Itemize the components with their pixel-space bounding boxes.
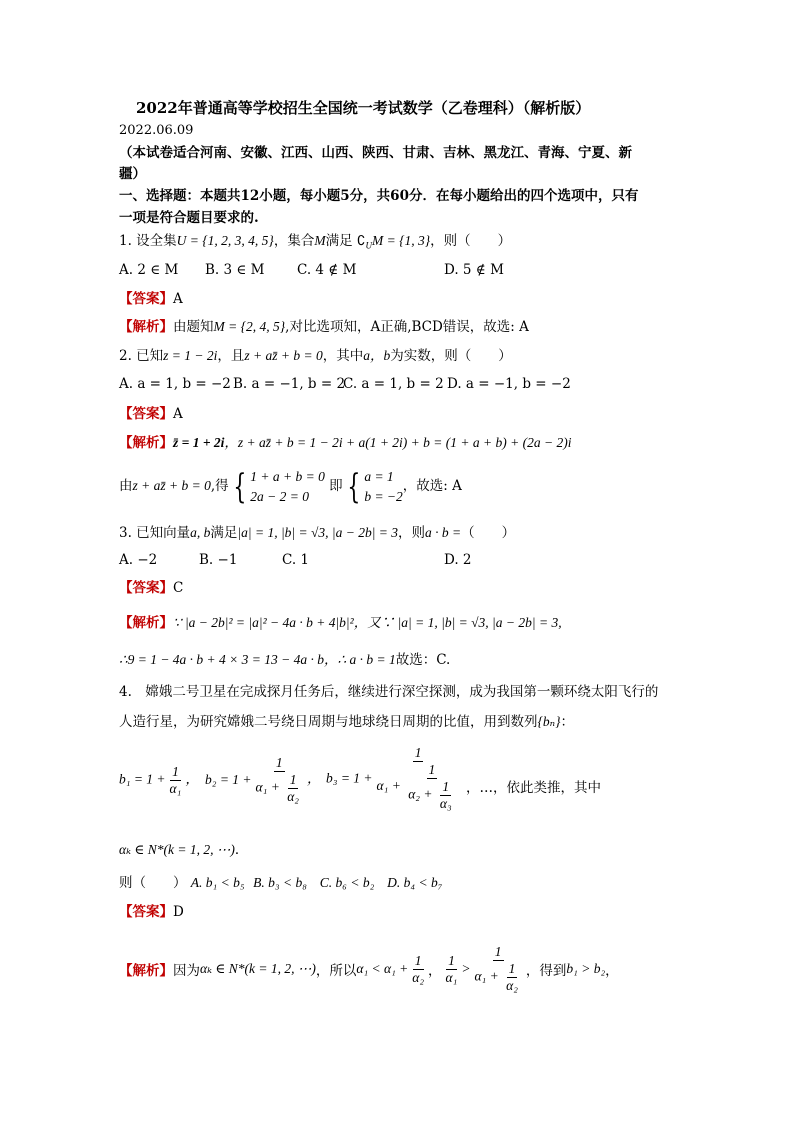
q4-b1: [119, 764, 199, 797]
analysis-label: 【解析】: [119, 615, 173, 631]
q2-option-b: B. a = −1, b = 2: [233, 376, 346, 392]
q3-dot: a · b =: [425, 525, 462, 540]
q1-analysis: [119, 317, 529, 337]
q4-rhs-fraction: [472, 944, 523, 994]
q2-analysis-expression: ，z + az̄ + b = 1 − 2i + a(1 + 2i) + b = (1 + a + b) + (2a − 2)i: [224, 435, 572, 450]
q2-option-c: C. a = 1, b = 2: [343, 376, 444, 392]
q1-answer: [119, 289, 183, 309]
q3-analysis-line2: [119, 650, 450, 670]
q4-stem-text: 人造行星，为研究嫦娥二号绕日周期与地球绕日周期的比值，用到数列: [119, 714, 538, 730]
q1-set-m: M: [314, 233, 326, 248]
q4-b2-inner-num: 1: [289, 772, 297, 787]
q1-option-c: C. 4 ∉ M: [297, 262, 357, 278]
paper-title: 2022年普通高等学校招生全国统一考试数学（乙卷理科）（解析版）: [136, 99, 591, 117]
q4-option-a: A. b₁ < b₅: [190, 875, 245, 890]
q4-result: b₁ > b₂: [566, 961, 606, 976]
q4-answer-value: D: [173, 904, 184, 920]
q4-ellipsis: ，…，依此类推，其中: [466, 780, 601, 796]
q4-answer: [119, 902, 184, 922]
q3-analysis-identity: ∵ |a − 2b|² = |a|² − 4a · b + 4|b|²: [173, 615, 354, 630]
q4-option-b: B. b₃ < b₈: [253, 875, 307, 890]
q4-b3-num: 1: [414, 745, 422, 760]
q1-stem-text-c: 满足: [325, 233, 353, 249]
section-heading-1: 一、选择题：本题共12小题，每小题5分，共60分．在每小题给出的四个选项中，只有: [119, 188, 639, 204]
q2-equation: z + az̄ + b = 0: [244, 348, 323, 363]
q4-rhs-den: α₁ + $\frac{1}{\text{α₂}}$: [474, 961, 518, 993]
q4-rhs-num: 1: [494, 944, 502, 959]
q4-stem-line-1: 4. 嫦娥二号卫星在完成探月任务后，继续进行深空探测，成为我国第一颗环绕太阳飞行的: [119, 684, 659, 700]
q4-period: ．: [234, 842, 249, 858]
q2-system-2-eq-a: a = 1: [364, 468, 394, 484]
q2-ji: 即: [329, 478, 343, 494]
q2-z: z = 1 − 2i: [163, 348, 218, 363]
q4-options: [119, 873, 442, 893]
q4-b1-comma: ，: [185, 771, 199, 787]
section-heading-2: 一项是符合题目要求的.: [119, 210, 259, 226]
q3-option-b: B. −1: [199, 552, 238, 568]
q1-universal-set: U = {1, 2, 3, 4, 5}: [176, 233, 274, 248]
q4-stem-colon: ：: [560, 714, 575, 730]
q1-analysis-text-b: ,对比选项知，A正确,BCD错误，故选: A: [285, 319, 529, 335]
q1-condition: M = {1, 3}: [371, 233, 431, 248]
q4-comma: ，: [428, 963, 442, 979]
q2-system-2: [364, 467, 402, 507]
q4-rhs-inner-num: 1: [508, 961, 516, 976]
q2-stem-text: 2. 已知: [119, 348, 164, 364]
q1-stem-text: 1. 设全集: [119, 233, 177, 249]
q4-b2-comma: ，: [306, 771, 321, 787]
q4-lhs-fraction: [444, 953, 460, 986]
q1-option-a: A. 2 ∈ M: [119, 262, 179, 278]
q3-analysis: [119, 613, 562, 633]
q1-option-d: D. 5 ∉ M: [444, 262, 504, 278]
q2-brace-1: {: [232, 466, 246, 507]
answer-label: 【答案】: [119, 291, 173, 307]
q2-tail: ，故选: A: [402, 478, 462, 494]
analysis-label: 【解析】: [119, 435, 173, 451]
q4-lhs-num: 1: [448, 952, 455, 968]
q1-answer-value: A: [173, 291, 183, 307]
q2-ab: a，b: [363, 348, 391, 363]
q2-stem-text-c: ，其中: [322, 348, 364, 364]
q4-b1-lhs: b₁ = 1 +: [119, 771, 166, 787]
q2-from: 由: [119, 478, 133, 494]
q4-analysis: [119, 944, 619, 994]
q2-system-1: [250, 467, 325, 507]
q3-stem-text: 3. 已知向量: [119, 525, 191, 541]
q1-stem-text-d: ，则（ ）: [430, 233, 512, 249]
q2-stem-text-b: ，且: [217, 348, 245, 364]
q4-analysis-condition: αₖ ∈ N*(k = 1, 2, ⋯): [200, 961, 316, 976]
q3-stem-text-b: 满足: [210, 525, 238, 541]
q3-analysis-given: ，又∵ |a| = 1, |b| = √3, |a − 2b| = 3,: [353, 615, 562, 630]
q4-b3-inner-den: α₃: [439, 796, 452, 811]
q3-condition: |a| = 1, |b| = √3, |a − 2b| = 3: [237, 525, 399, 540]
q2-system-2-eq-b: b = −2: [364, 488, 403, 504]
q3-option-c: C. 1: [282, 552, 310, 568]
q4-b3-den: α₁ + 1 α₂ + $\frac{1}{\text{α₃}}$: [375, 762, 462, 812]
answer-label: 【答案】: [119, 580, 173, 596]
q4-alpha-condition: [119, 840, 248, 860]
q4-b1-num: 1: [172, 764, 179, 779]
q4-sequence: {bₙ}: [537, 714, 561, 729]
answer-label: 【答案】: [119, 406, 173, 422]
q4-b2-inner-den: α₂: [287, 789, 299, 804]
q2-analysis: [119, 433, 571, 453]
q4-greater-than: >: [461, 961, 471, 976]
q4-b2-lhs: b₂ = 1 +: [205, 772, 252, 787]
q2-option-a: A. a = 1, b = −2: [119, 376, 231, 392]
paper-date: 2022.06.09: [119, 123, 194, 138]
q4-ineq-den: α₂: [412, 969, 425, 985]
q4-b2-fraction: [254, 755, 305, 805]
q3-stem: [119, 523, 515, 543]
q3-stem-text-c: ，则: [398, 525, 426, 541]
scope-line-2: 疆）: [119, 166, 146, 182]
q4-rhs-inner-den: α₂: [506, 978, 518, 993]
q2-answer-value: A: [173, 406, 183, 422]
q4-alpha-k: αₖ ∈ N*(k = 1, 2, ⋯): [119, 842, 235, 857]
q2-from-eq: z + az̄ + b = 0: [132, 478, 211, 493]
q3-option-a: A. −2: [119, 552, 158, 568]
q3-answer: [119, 578, 183, 598]
q4-analysis-text: 因为: [173, 963, 200, 979]
q4-rhs-den-a1: α₁: [474, 968, 487, 984]
q2-got: ,得: [210, 478, 229, 494]
q2-option-d: D. a = −1, b = −2: [447, 376, 571, 392]
q4-b3-inner-num: 1: [442, 779, 450, 794]
q4-b3-inner-fraction: [438, 779, 454, 812]
q2-brace-2: {: [347, 466, 360, 507]
q3-answer-value: C: [173, 580, 184, 596]
q4-b3-mid-fraction: [406, 762, 457, 812]
analysis-label: 【解析】: [119, 963, 173, 979]
q4-option-c: C. b₆ < b₂: [319, 875, 375, 890]
q1-complement-symbol: ∁: [356, 233, 366, 249]
q4-option-d: D. b₄ < b₇: [387, 875, 443, 890]
q3-vectors: a, b: [190, 525, 211, 540]
q4-ask: 则（ ）: [119, 875, 187, 891]
q4-stem-line-2: [119, 712, 574, 732]
q4-b2: [205, 755, 320, 805]
q1-complement-sub: U: [365, 240, 372, 251]
q1-analysis-text: 由题知: [173, 319, 214, 335]
q1-stem-text-b: ，集合: [273, 233, 315, 249]
answer-label: 【答案】: [119, 904, 173, 920]
q4-b3-mid-den: α₂ + $\frac{1}{\text{α₃}}$: [408, 779, 452, 811]
q4-b3: [326, 745, 464, 812]
q4-b1-den: α₁: [169, 781, 182, 796]
q2-stem: [119, 346, 512, 366]
q4-b2-den: α₁ + $\frac{1}{\text{α₂}}$: [255, 772, 299, 804]
q3-option-d: D. 2: [444, 552, 472, 568]
q4-lhs-den: α₁: [445, 969, 458, 985]
q4-inequality-1-fraction: [410, 953, 426, 986]
q2-system-1-eq-b: 2a − 2 = 0: [250, 488, 310, 504]
q4-b2-den-a1: α₁: [255, 779, 268, 795]
q4-b3-fraction: [375, 745, 462, 812]
analysis-label: 【解析】: [119, 319, 173, 335]
q4-b2-inner-fraction: [285, 772, 301, 805]
q2-conjugate: z̄ = 1 + 2i: [173, 435, 225, 450]
scope-line-1: （本试卷适合河南、安徽、江西、山西、陕西、甘肃、吉林、黑龙江、青海、宁夏、新: [119, 145, 632, 161]
q2-system-1-eq-a: 1 + a + b = 0: [250, 468, 325, 484]
q4-b3-den-a1: α₁: [376, 778, 389, 794]
q4-b1-fraction: [168, 764, 184, 797]
q4-inequality-1: α₁ < α₁ +: [356, 961, 409, 976]
q3-analysis-choice: 故选：C.: [395, 652, 451, 668]
q4-b3-mid-a2: α₂: [408, 786, 420, 802]
q1-option-b: B. 3 ∈ M: [205, 262, 265, 278]
q4-ineq-num: 1: [414, 952, 422, 968]
q3-analysis-result: ，∴ a · b = 1: [324, 652, 396, 667]
q2-stem-text-d: 为实数，则（ ）: [390, 348, 512, 364]
q4-b2-num: 1: [275, 755, 283, 770]
q3-stem-text-d: （ ）: [461, 525, 516, 541]
q4-b3-mid-num: 1: [428, 762, 436, 777]
q4-analysis-text-c: ，得到: [525, 963, 567, 979]
q1-analysis-set: M = {2, 4, 5}: [213, 319, 286, 334]
q4-b3-lhs: b₃ = 1 +: [326, 770, 373, 786]
q2-answer: [119, 404, 183, 424]
q4-analysis-text-b: ，所以: [315, 963, 357, 979]
q4-tail: ，: [605, 963, 619, 979]
q4-rhs-inner-fraction: [504, 961, 520, 994]
q3-analysis-step: ∴9 = 1 − 4a · b + 4 × 3 = 13 − 4a · b: [119, 652, 324, 667]
q2-analysis-system: [119, 464, 462, 508]
q1-stem: [119, 231, 511, 256]
